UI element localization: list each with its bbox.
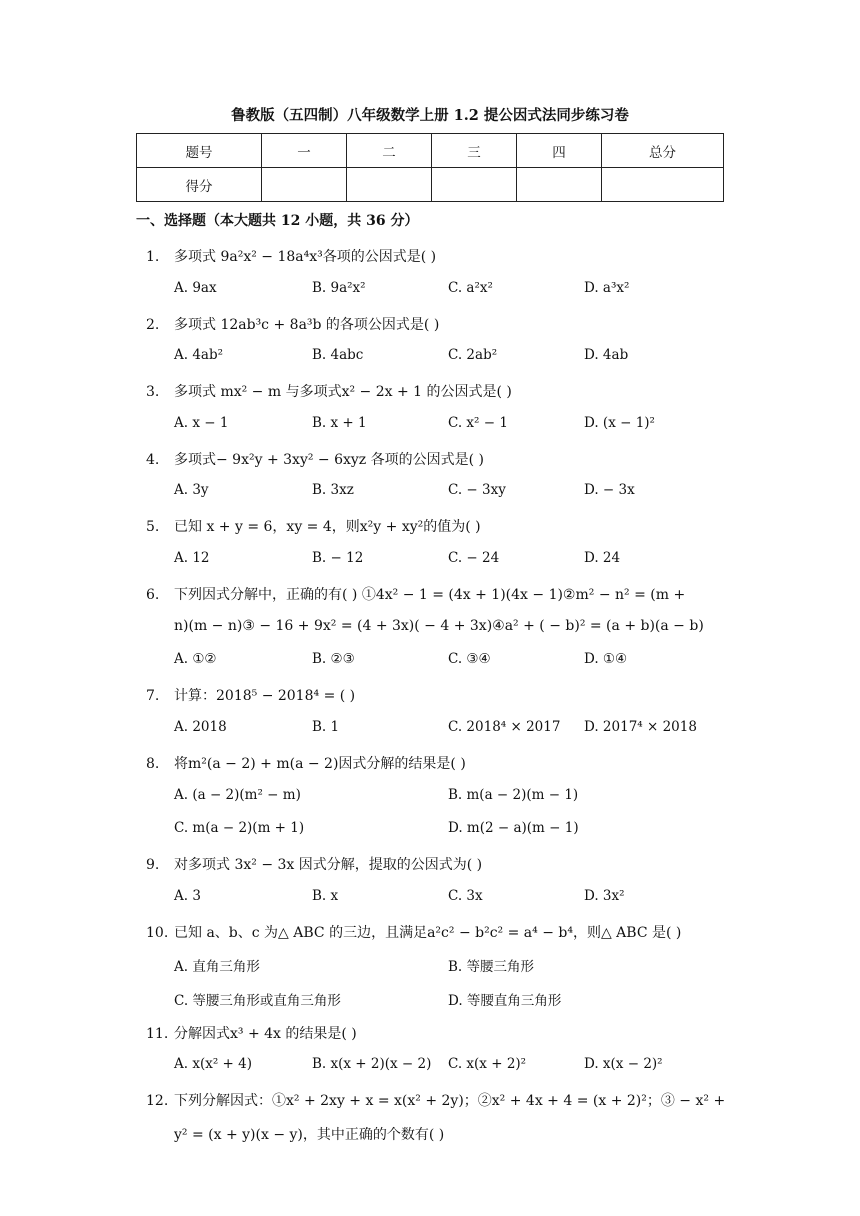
option-b: B. ②③ <box>312 651 355 667</box>
score-header-cell: 总分 <box>602 134 724 168</box>
option-b: B. x <box>312 888 339 904</box>
question-7-options <box>174 719 734 739</box>
question-9-options <box>174 888 734 908</box>
option-d: D. 24 <box>584 550 621 566</box>
score-header-cell: 题号 <box>137 134 262 168</box>
question-stem: 多项式 mx² − m 与多项式x² − 2x + 1 的公因式是( ) <box>174 384 512 400</box>
option-a: A. 4ab² <box>174 347 224 363</box>
option-b: B. 3xz <box>312 482 354 498</box>
option-b: B. − 12 <box>312 550 364 566</box>
option-c: C. ③④ <box>448 651 491 667</box>
option-b: B. 1 <box>312 719 340 735</box>
question-2-options <box>174 347 734 367</box>
question-12-continuation: y² = (x + y)(x − y)，其中正确的个数有( ) <box>174 1127 445 1143</box>
option-d: D. 等腰直角三角形 <box>448 993 562 1009</box>
question-2: 2. 多项式 12ab³c + 8a³b 的各项公因式是( ) <box>146 317 440 333</box>
option-a: A. 3y <box>174 482 209 498</box>
question-4-options <box>174 482 734 502</box>
option-a: A. 12 <box>174 550 210 566</box>
score-row-label: 得分 <box>137 168 262 202</box>
score-cell[interactable] <box>432 168 517 202</box>
option-b: B. x(x + 2)(x − 2) <box>312 1056 432 1072</box>
question-11-options <box>174 1056 734 1076</box>
score-header-cell: 三 <box>432 134 517 168</box>
question-6-options <box>174 651 734 671</box>
option-b: B. 等腰三角形 <box>448 959 535 975</box>
option-a: A. x − 1 <box>174 415 229 431</box>
question-stem: 已知 a、b、c 为△ ABC 的三边，且满足a²c² − b²c² = a⁴ − b⁴，则△ ABC 是( ) <box>174 925 682 941</box>
question-10-options-row1 <box>174 955 734 975</box>
option-c: C. m(a − 2)(m + 1) <box>174 820 305 836</box>
option-c: C. 3x <box>448 888 483 904</box>
question-10-options-row2 <box>174 989 734 1009</box>
option-a: A. x(x² + 4) <box>174 1056 252 1072</box>
option-c: C. x(x + 2)² <box>448 1056 527 1072</box>
question-3-options <box>174 415 734 435</box>
question-6: 6. 下列因式分解中，正确的有( ) ①4x² − 1 = (4x + 1)(4x − 1)②m² − n² = (m + <box>146 587 686 603</box>
question-3: 3. 多项式 mx² − m 与多项式x² − 2x + 1 的公因式是( ) <box>146 384 512 400</box>
option-d: D. − 3x <box>584 482 635 498</box>
question-stem: 将m²(a − 2) + m(a − 2)因式分解的结果是( ) <box>174 756 466 772</box>
question-11: 11. 分解因式x³ + 4x 的结果是( ) <box>146 1026 357 1042</box>
question-stem: 多项式− 9x²y + 3xy² − 6xyz 各项的公因式是( ) <box>174 452 485 468</box>
option-c: C. x² − 1 <box>448 415 508 431</box>
option-b: B. 9a²x² <box>312 280 366 296</box>
score-cell[interactable] <box>602 168 724 202</box>
question-10: 10. 已知 a、b、c 为△ ABC 的三边，且满足a²c² − b²c² = a⁴ − b⁴，则△ ABC 是( ) <box>146 925 682 941</box>
question-9: 9. 对多项式 3x² − 3x 因式分解，提取的公因式为( ) <box>146 857 483 873</box>
option-d: D. x(x − 2)² <box>584 1056 663 1072</box>
option-b: B. x + 1 <box>312 415 367 431</box>
question-6-continuation: n)(m − n)③ − 16 + 9x² = (4 + 3x)( − 4 + 3x)④a² + ( − b)² = (a + b)(a − b) <box>174 618 704 634</box>
option-c: C. − 3xy <box>448 482 506 498</box>
question-4: 4. 多项式− 9x²y + 3xy² − 6xyz 各项的公因式是( ) <box>146 452 485 468</box>
score-header-cell: 四 <box>517 134 602 168</box>
section-heading: 一、选择题（本大题共 12 小题，共 36 分） <box>136 213 419 229</box>
score-cell[interactable] <box>347 168 432 202</box>
option-b: B. m(a − 2)(m − 1) <box>448 787 579 803</box>
question-5: 5. 已知 x + y = 6，xy = 4，则x²y + xy²的值为( ) <box>146 519 481 535</box>
option-a: A. (a − 2)(m² − m) <box>174 787 301 803</box>
option-a: A. ①② <box>174 651 217 667</box>
option-a: A. 2018 <box>174 719 227 735</box>
question-stem: 已知 x + y = 6，xy = 4，则x²y + xy²的值为( ) <box>174 519 481 535</box>
question-stem: 下列因式分解中，正确的有( ) ①4x² − 1 = (4x + 1)(4x − 1)②m² − n² = (m + <box>174 587 686 603</box>
score-cell[interactable] <box>262 168 347 202</box>
question-stem: 计算：2018⁵ − 2018⁴ = ( ) <box>174 688 356 704</box>
option-d: D. 4ab <box>584 347 629 363</box>
option-c: C. − 24 <box>448 550 500 566</box>
option-b: B. 4abc <box>312 347 364 363</box>
score-cell[interactable] <box>517 168 602 202</box>
option-d: D. a³x² <box>584 280 630 296</box>
score-table-score-row <box>137 168 724 202</box>
question-stem: 多项式 12ab³c + 8a³b 的各项公因式是( ) <box>174 317 440 333</box>
question-1-options <box>174 280 734 300</box>
option-d: D. (x − 1)² <box>584 415 655 431</box>
question-8: 8. 将m²(a − 2) + m(a − 2)因式分解的结果是( ) <box>146 756 466 772</box>
option-a: A. 3 <box>174 888 201 904</box>
option-d: D. m(2 − a)(m − 1) <box>448 820 579 836</box>
score-header-cell: 一 <box>262 134 347 168</box>
option-d: D. ①④ <box>584 651 628 667</box>
option-a: A. 直角三角形 <box>174 959 260 975</box>
question-stem: 下列分解因式：①x² + 2xy + x = x(x² + 2y)；②x² + 4x + 4 = (x + 2)²；③ − x² + <box>174 1093 726 1109</box>
score-header-cell: 二 <box>347 134 432 168</box>
score-table <box>136 133 724 202</box>
option-a: A. 9ax <box>174 280 217 296</box>
option-c: C. 2ab² <box>448 347 498 363</box>
question-stem: 分解因式x³ + 4x 的结果是( ) <box>174 1026 357 1042</box>
option-c: C. 2018⁴ × 2017 <box>448 719 561 735</box>
option-d: D. 3x² <box>584 888 625 904</box>
score-table-header-row <box>137 134 724 168</box>
option-d: D. 2017⁴ × 2018 <box>584 719 697 735</box>
option-c: C. 等腰三角形或直角三角形 <box>174 993 341 1009</box>
question-stem: 多项式 9a²x² − 18a⁴x³各项的公因式是( ) <box>174 249 437 265</box>
question-1: 1. 多项式 9a²x² − 18a⁴x³各项的公因式是( ) <box>146 249 437 265</box>
page-title: 鲁教版（五四制）八年级数学上册 1.2 提公因式法同步练习卷 <box>231 107 629 124</box>
option-c: C. a²x² <box>448 280 493 296</box>
question-7: 7. 计算：2018⁵ − 2018⁴ = ( ) <box>146 688 356 704</box>
question-8-options-row2 <box>174 820 734 840</box>
question-stem: 对多项式 3x² − 3x 因式分解，提取的公因式为( ) <box>174 857 483 873</box>
question-12: 12. 下列分解因式：①x² + 2xy + x = x(x² + 2y)；②x² + 4x + 4 = (x + 2)²；③ − x² + <box>146 1093 726 1109</box>
question-5-options <box>174 550 734 570</box>
question-8-options-row1 <box>174 787 734 807</box>
